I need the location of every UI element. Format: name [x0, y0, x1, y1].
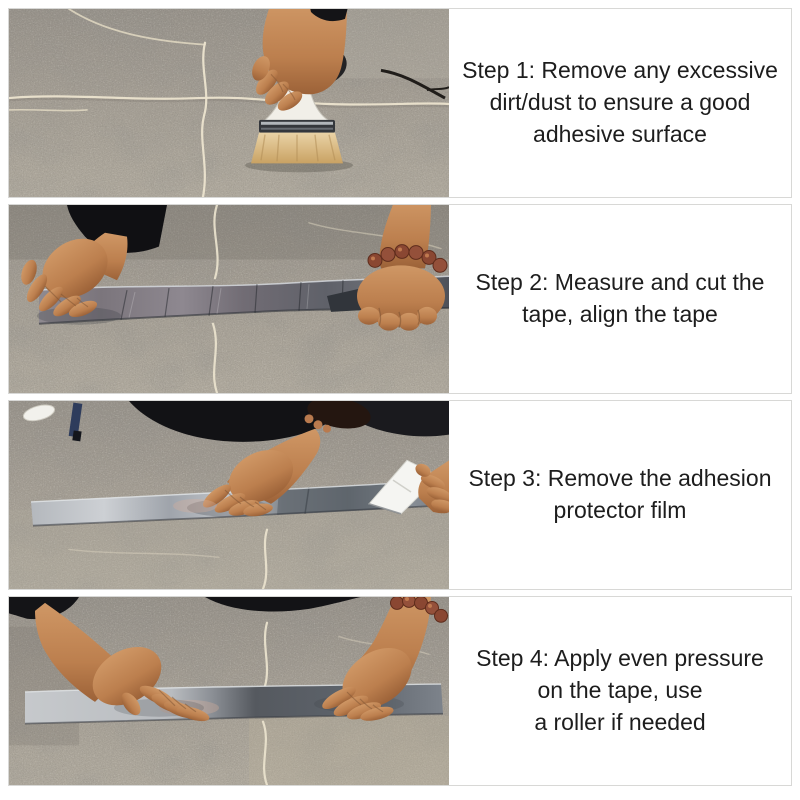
caption-line: Step 2: Measure and cut the: [475, 269, 765, 296]
step-2-caption: [449, 205, 791, 393]
tape-reflection: [173, 499, 217, 513]
step-3-caption: [449, 401, 791, 589]
step-card-3: [8, 400, 792, 590]
step-2-photo: [9, 205, 449, 393]
step-card-2: [8, 204, 792, 394]
step-card-4: [8, 596, 792, 786]
caption-line: tape, align the tape: [522, 301, 718, 327]
concrete-surface: [9, 9, 449, 197]
step-3-photo: [9, 401, 449, 589]
step-4-photo: [9, 597, 449, 785]
caption-line: Step 4: Apply even pressure: [476, 645, 764, 672]
step-1-photo: [9, 9, 449, 197]
caption-line: a roller if needed: [534, 708, 706, 735]
brush-ferrule: [259, 120, 335, 133]
caption-line: Step 3: Remove the adhesion: [468, 465, 772, 492]
caption-line: adhesive surface: [533, 120, 707, 147]
caption-line: dirt/dust to ensure a good: [489, 89, 751, 116]
step-4-caption: [449, 597, 791, 785]
step-card-1: [8, 8, 792, 198]
step-1-caption: [449, 9, 791, 197]
toes: [305, 414, 314, 423]
caption-line: protector film: [553, 497, 687, 523]
caption-line: Step 1: Remove any excessive: [462, 57, 778, 84]
caption-line: on the tape, use: [537, 677, 703, 704]
